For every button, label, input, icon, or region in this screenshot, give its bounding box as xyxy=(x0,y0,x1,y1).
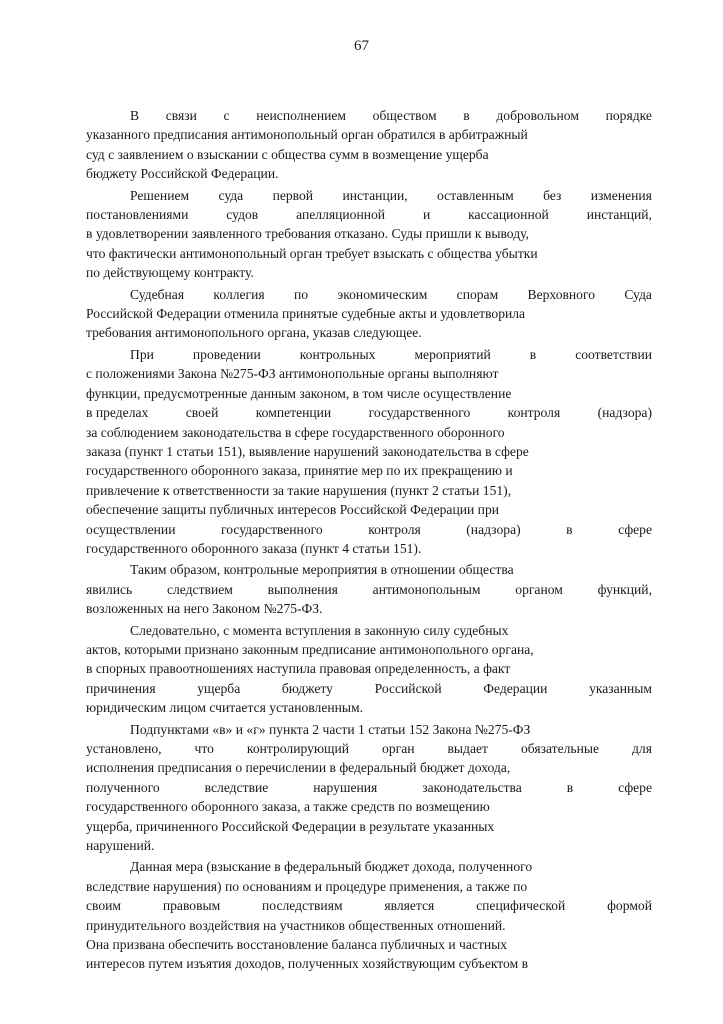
text-line xyxy=(86,403,652,422)
word: в xyxy=(566,779,574,795)
word: проведении xyxy=(192,346,261,362)
text-line: принудительного воздействия на участников общественных отношений. xyxy=(86,917,506,933)
word: связи xyxy=(165,108,197,123)
word: контроля xyxy=(507,405,561,421)
word: в xyxy=(463,108,470,123)
word: специфической xyxy=(476,898,566,914)
text-line xyxy=(86,205,652,224)
word: является xyxy=(384,898,435,914)
word: инстанции, xyxy=(342,187,408,203)
text-line: за соблюдением законодательства в сфере государственного оборонного xyxy=(86,424,505,440)
word: добровольном xyxy=(496,108,579,123)
word: Судебная xyxy=(130,286,185,302)
word: своим xyxy=(86,898,122,914)
word: осуществлении xyxy=(86,521,176,537)
text-line: бюджету Российской Федерации. xyxy=(86,166,279,182)
word: соответствии xyxy=(575,346,652,362)
text-line xyxy=(86,345,652,364)
word: (надзора) xyxy=(597,405,652,421)
paragraph xyxy=(86,560,652,618)
word: кассационной xyxy=(468,207,549,223)
paragraph xyxy=(86,720,652,856)
text-line: возложенных на него Законом №275-ФЗ. xyxy=(86,601,323,617)
text-line: по действующему контракту. xyxy=(86,265,254,281)
word: мероприятий xyxy=(414,346,491,362)
text-line: обеспечение защиты публичных интересов Российской Федерации при xyxy=(86,502,500,518)
word: нарушения xyxy=(313,779,378,795)
word: выполнения xyxy=(267,581,338,597)
word: обществом xyxy=(372,108,437,123)
word: ущерба xyxy=(197,680,241,696)
word: Федерации xyxy=(483,680,548,696)
text-line: заказа (пункт 1 статьи 151), выявление нарушений законодательства в сфере xyxy=(86,443,529,459)
word: инстанций, xyxy=(586,207,652,223)
word: изменения xyxy=(590,187,652,203)
text-line: актов, которыми признано законным предписание антимонопольного органа, xyxy=(86,641,534,657)
text-line: юридическим лицом считается установленным. xyxy=(86,700,364,716)
text-line: нарушений. xyxy=(86,838,155,854)
text-line: ущерба, причиненного Российской Федерации в результате указанных xyxy=(86,818,495,834)
word: установлено, xyxy=(86,741,162,756)
word: судов xyxy=(226,207,259,223)
word: выдает xyxy=(447,741,488,756)
word: Российской xyxy=(374,680,442,696)
word: следствием xyxy=(166,581,233,597)
text-line: Она призвана обеспечить восстановление баланса публичных и частных xyxy=(86,937,508,953)
word: обязательные xyxy=(520,741,600,756)
word: порядке xyxy=(605,108,652,123)
word: сфере xyxy=(618,779,652,795)
text-line: требования антимонопольного органа, указав следующее. xyxy=(86,325,422,341)
text-line: исполнения предписания о перечислении в федеральный бюджет дохода, xyxy=(86,760,511,776)
word: в пределах xyxy=(86,405,149,421)
text-line: государственного оборонного заказа (пункт 4 статьи 151). xyxy=(86,540,422,556)
word: причинения xyxy=(86,680,156,696)
word: спорам xyxy=(456,286,499,302)
word: контролирующий xyxy=(246,741,350,756)
word: орган xyxy=(382,741,415,756)
paragraph xyxy=(86,285,652,343)
text-line: в удовлетворении заявленного требования отказано. Суды пришли к выводу, xyxy=(86,226,529,242)
text-line: вследствие нарушения) по основаниям и процедуре применения, а также по xyxy=(86,878,528,894)
word: суда xyxy=(218,187,244,203)
word: В xyxy=(130,108,140,123)
word: оставленным xyxy=(437,187,514,203)
word: и xyxy=(422,207,431,223)
paragraph xyxy=(86,857,652,973)
paragraph xyxy=(86,621,652,718)
word: государственного xyxy=(221,521,323,537)
word: коллегия xyxy=(213,286,265,302)
word: явились xyxy=(86,581,133,597)
paragraph xyxy=(86,106,652,184)
text-line: привлечение к ответственности за такие нарушения (пункт 2 статьи 151), xyxy=(86,482,512,498)
word: органом xyxy=(515,581,563,597)
text-line: Данная мера (взыскание в федеральный бюджет дохода, полученного xyxy=(130,859,533,875)
document-body xyxy=(86,106,652,976)
word: сфере xyxy=(618,521,652,537)
text-line xyxy=(86,896,652,915)
word: компетенции xyxy=(255,405,332,421)
text-line xyxy=(86,106,652,125)
word: по xyxy=(293,286,309,302)
word: экономическим xyxy=(337,286,428,302)
text-line xyxy=(86,679,652,698)
text-line: Следовательно, с момента вступления в законную силу судебных xyxy=(130,622,509,638)
text-line: Подпунктами «в» и «г» пункта 2 части 1 статьи 152 Закона №275-ФЗ xyxy=(130,721,531,737)
word: для xyxy=(632,741,652,756)
text-line: Российской Федерации отменила принятые судебные акты и удовлетворила xyxy=(86,306,526,322)
word: полученного xyxy=(86,779,160,795)
word: неисполнением xyxy=(256,108,347,123)
word: (надзора) xyxy=(466,521,521,537)
text-line xyxy=(86,520,652,539)
word: государственного xyxy=(368,405,471,421)
page-number: 67 xyxy=(354,38,369,54)
word: контроля xyxy=(368,521,421,537)
word: в xyxy=(566,521,573,537)
text-line: в спорных правоотношениях наступила правовая определенность, а факт xyxy=(86,661,511,677)
word: что xyxy=(194,741,214,756)
text-line xyxy=(86,778,652,797)
word: законодательства xyxy=(422,779,522,795)
text-line: государственного оборонного заказа, а также средств по возмещению xyxy=(86,799,490,815)
word: антимонопольным xyxy=(372,581,481,597)
word: последствиям xyxy=(262,898,343,914)
word: функций, xyxy=(597,581,652,597)
word: своей xyxy=(185,405,219,421)
text-line: Таким образом, контрольные мероприятия в отношении общества xyxy=(130,562,514,578)
paragraph xyxy=(86,186,652,283)
word: постановлениями xyxy=(86,207,189,223)
paragraph xyxy=(86,345,652,558)
text-line: интересов путем изъятия доходов, полученных хозяйствующим субъектом в xyxy=(86,956,529,972)
text-line xyxy=(86,285,652,304)
word: вследствие xyxy=(204,779,269,795)
text-line: что фактически антимонопольный орган требует взыскать с общества убытки xyxy=(86,245,538,261)
word: апелляционной xyxy=(296,207,386,223)
word: без xyxy=(543,187,562,203)
word: правовым xyxy=(162,898,221,914)
word: При xyxy=(130,346,154,362)
text-line: указанного предписания антимонопольный орган обратился в арбитражный xyxy=(86,127,528,143)
word: Верховного xyxy=(527,286,596,302)
text-line xyxy=(86,580,652,599)
word: Решением xyxy=(130,187,190,203)
text-line: суд с заявлением о взыскании с общества сумм в возмещение ущерба xyxy=(86,146,489,162)
word: указанным xyxy=(589,680,652,696)
text-line: государственного оборонного заказа, принятие мер по их прекращению и xyxy=(86,463,513,479)
word: бюджету xyxy=(281,680,333,696)
word: формой xyxy=(607,898,652,914)
word: в xyxy=(529,346,537,362)
word: с xyxy=(223,108,230,123)
text-line xyxy=(86,186,652,205)
word: Суда xyxy=(624,286,652,302)
text-line xyxy=(86,739,652,758)
text-line: функции, предусмотренные данным законом, в том числе осуществление xyxy=(86,385,512,401)
word: контрольных xyxy=(299,346,376,362)
word: первой xyxy=(272,187,314,203)
text-line: с положениями Закона №275-ФЗ антимонопольные органы выполняют xyxy=(86,366,499,382)
